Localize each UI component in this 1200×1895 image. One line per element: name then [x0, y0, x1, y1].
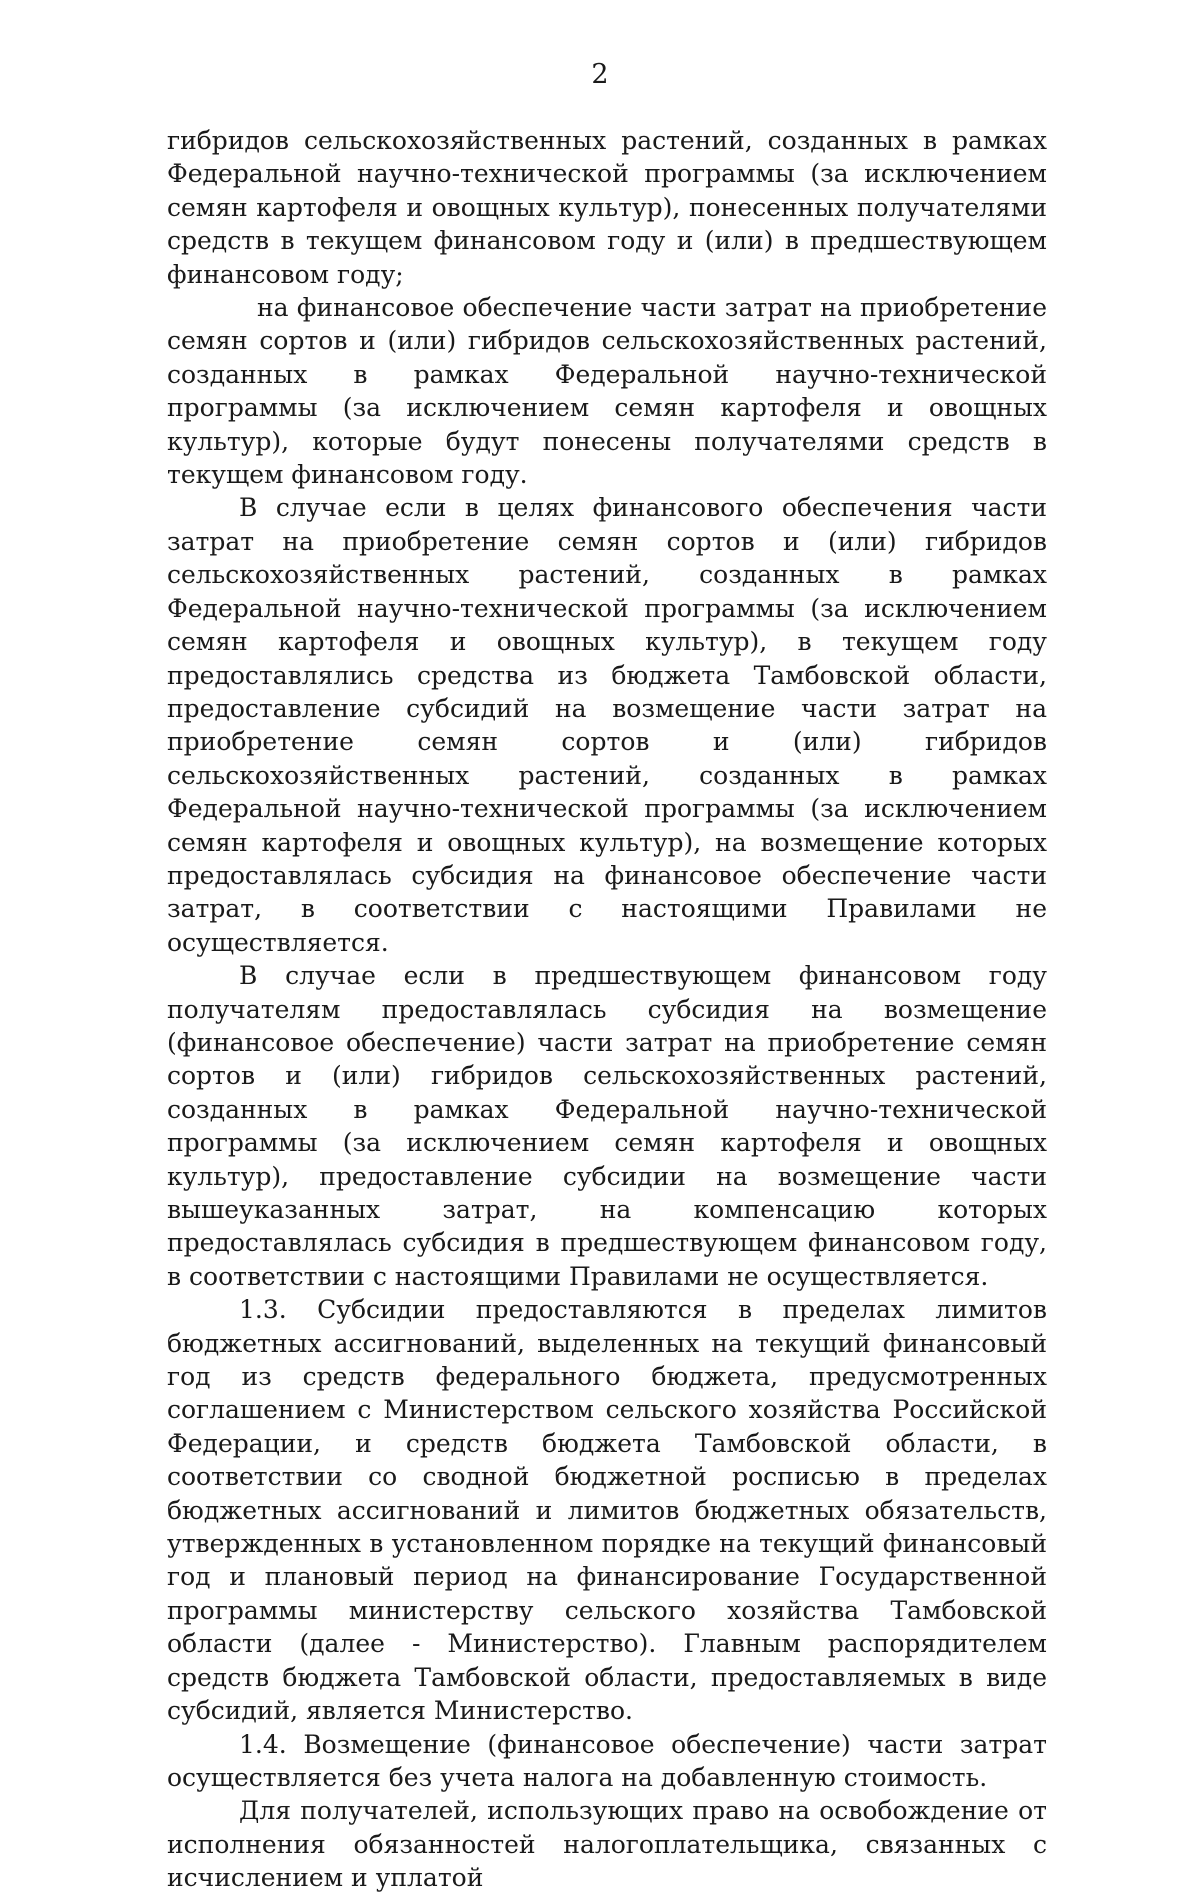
- paragraph-continuation: гибридов сельскохозяйственных растений, созданных в рамках Федеральной научно-технической программы (за исключением семян картофеля и овощных культур), понесенных получателями средств в текущем финансовом году и (или) в предшествующем финансовом году;: [167, 126, 1047, 289]
- paragraph-tax-exemption: Для получателей, использующих право на освобождение от исполнения обязанностей налогоплательщика, связанных с исчислением и уплатой: [167, 1796, 1047, 1893]
- paragraph-section-1-4: 1.4. Возмещение (финансовое обеспечение) части затрат осуществляется без учета налога на добавленную стоимость.: [167, 1729, 1047, 1792]
- paragraph-previous-year-case: В случае если в предшествующем финансовом году получателям предоставлялась субсидия на возмещение (финансовое обеспечение) части затрат на приобретение семян сортов и (или) гибридов сельскохозяйственных растений, созданных в рамках Федеральной научно-технической программы (за исключением семян картофеля и овощных культур), предоставление субсидии на возмещение части вышеуказанных затрат, на компенсацию которых предоставлялась субсидия в предшествующем финансовом году, в соответствии с настоящими Правилами не осуществляется.: [167, 961, 1047, 1291]
- document-body: [167, 124, 1047, 1895]
- page-number: 2: [591, 59, 609, 90]
- paragraph-financing: на финансовое обеспечение части затрат на приобретение семян сортов и (или) гибридов сельскохозяйственных растений, созданных в рамках Федеральной научно-технической программы (за исключением семян картофеля и овощных культур), которые будут понесены получателями средств в текущем финансовом году.: [167, 293, 1047, 490]
- paragraph-current-year-case: В случае если в целях финансового обеспечения части затрат на приобретение семян сортов и (или) гибридов сельскохозяйственных растений, созданных в рамках Федеральной научно-технической программы (за исключением семян картофеля и овощных культур), в текущем году предоставлялись средства из бюджета Тамбовской области, предоставление субсидий на возмещение части затрат на приобретение семян сортов и (или) гибридов сельскохозяйственных растений, созданных в рамках Федеральной научно-технической программы (за исключением семян картофеля и овощных культур), на возмещение которых предоставлялась субсидия на финансовое обеспечение части затрат, в соответствии с настоящими Правилами не осуществляется.: [167, 493, 1047, 957]
- paragraph-section-1-3: 1.3. Субсидии предоставляются в пределах лимитов бюджетных ассигнований, выделенных на текущий финансовый год из средств федерального бюджета, предусмотренных соглашением с Министерством сельского хозяйства Российской Федерации, и средств бюджета Тамбовской области, в соответствии со сводной бюджетной росписью в пределах бюджетных ассигнований и лимитов бюджетных обязательств, утвержденных в установленном порядке на текущий финансовый год и плановый период на финансирование Государственной программы министерству сельского хозяйства Тамбовской области (далее - Министерство). Главным распорядителем средств бюджета Тамбовской области, предоставляемых в виде субсидий, является Министерство.: [167, 1295, 1047, 1726]
